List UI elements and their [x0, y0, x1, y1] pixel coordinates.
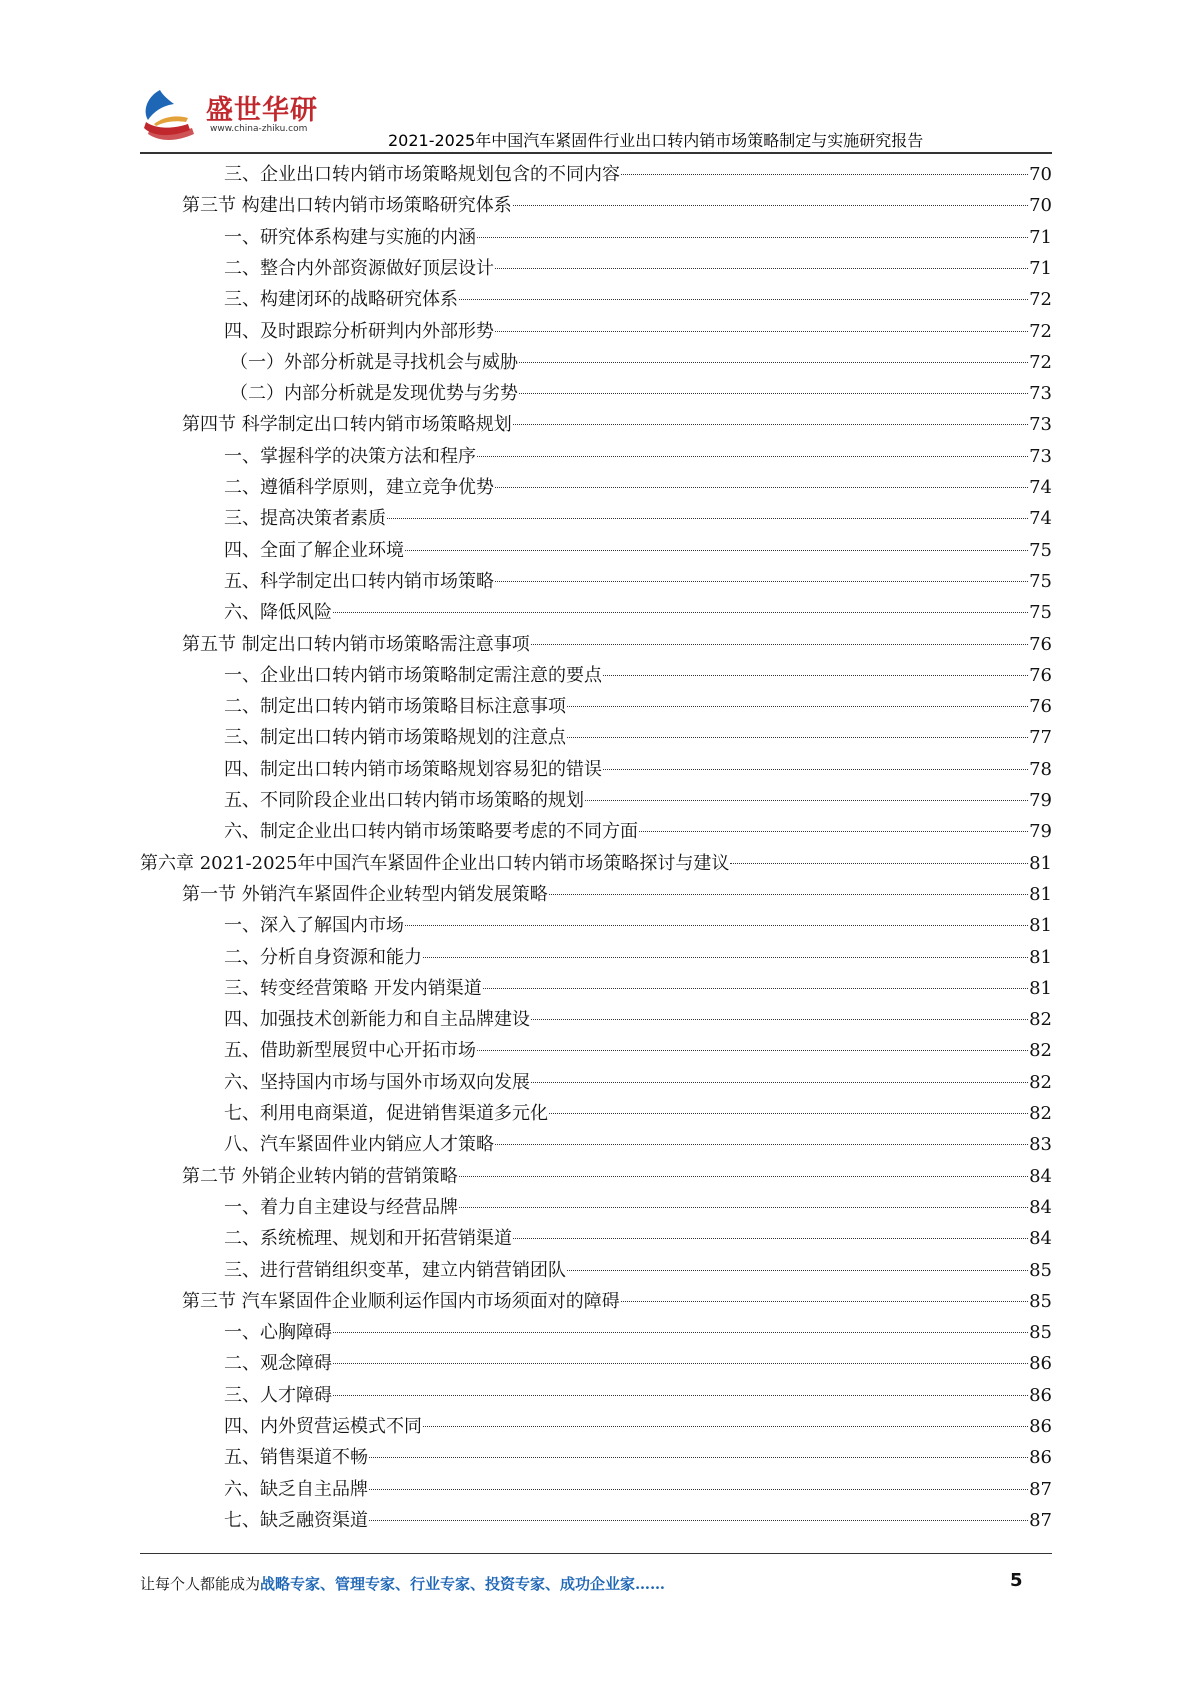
- toc-entry-page: 82: [1029, 1103, 1052, 1124]
- slogan-prefix: 让每个人都能成为: [140, 1575, 261, 1593]
- toc-entry[interactable]: [224, 755, 1052, 785]
- toc-entry[interactable]: [182, 880, 1052, 910]
- toc-leader-dots: [459, 1175, 1028, 1177]
- toc-entry[interactable]: [182, 630, 1052, 660]
- toc-entry-title: 四、全面了解企业环境: [224, 539, 404, 561]
- toc-entry-page: 81: [1029, 883, 1052, 905]
- toc-entry-title: 二、观念障碍: [224, 1353, 332, 1375]
- toc-leader-dots: [405, 924, 1028, 926]
- toc-entry[interactable]: [224, 1130, 1052, 1160]
- toc-entry-page: 72: [1029, 289, 1052, 311]
- toc-entry-page: 74: [1029, 508, 1052, 530]
- toc-entry-title: 五、销售渠道不畅: [224, 1447, 368, 1469]
- toc-leader-dots: [531, 643, 1028, 645]
- slogan-highlight: 战略专家、管理专家、行业专家、投资专家、成功企业家……: [260, 1575, 666, 1593]
- page-number: 5: [1010, 1570, 1023, 1591]
- logo-emblem-icon: [140, 84, 206, 146]
- toc-entry-title: 一、掌握科学的决策方法和程序: [224, 445, 476, 467]
- toc-entry-page: 78: [1029, 758, 1052, 780]
- toc-entry[interactable]: [224, 160, 1052, 190]
- toc-entry-page: 82: [1029, 1009, 1052, 1031]
- toc-entry-page: 86: [1029, 1416, 1052, 1437]
- toc-leader-dots: [333, 1394, 1028, 1396]
- website-url: www.china-zhiku.com: [210, 124, 308, 134]
- toc-entry[interactable]: [224, 1193, 1052, 1223]
- toc-leader-dots: [477, 1049, 1028, 1051]
- toc-entry-title: （一）外部分析就是寻找机会与威胁: [230, 351, 518, 373]
- toc-entry[interactable]: [224, 817, 1052, 847]
- toc-entry-page: 81: [1029, 946, 1052, 968]
- toc-entry[interactable]: [224, 1381, 1052, 1411]
- toc-entry[interactable]: [224, 442, 1052, 472]
- toc-entry-title: 第一节 外销汽车紧固件企业转型内销发展策略: [182, 883, 548, 905]
- toc-entry-title: 第五节 制定出口转内销市场策略需注意事项: [182, 633, 530, 655]
- toc-entry-title: 第六章 2021-2025年中国汽车紧固件企业出口转内销市场策略探讨与建议: [140, 852, 730, 874]
- toc-entry-title: 三、企业出口转内销市场策略规划包含的不同内容: [224, 164, 620, 185]
- toc-entry-page: 76: [1029, 664, 1052, 686]
- toc-entry-page: 86: [1029, 1447, 1052, 1469]
- toc-leader-dots: [387, 517, 1028, 519]
- toc-leader-dots: [495, 267, 1028, 269]
- toc-entry[interactable]: [182, 191, 1052, 221]
- toc-entry-title: 二、系统梳理、规划和开拓营销渠道: [224, 1228, 512, 1250]
- toc-entry-page: 71: [1029, 226, 1052, 248]
- toc-entry-title: 二、遵循科学原则，建立竞争优势: [224, 477, 494, 498]
- toc-entry-title: 一、企业出口转内销市场策略制定需注意的要点: [224, 664, 602, 686]
- toc-entry-page: 87: [1029, 1478, 1052, 1500]
- toc-entry-page: 86: [1029, 1353, 1052, 1375]
- toc-entry-page: 86: [1029, 1384, 1052, 1406]
- toc-entry-page: 84: [1029, 1228, 1052, 1250]
- toc-entry[interactable]: [224, 723, 1052, 753]
- toc-entry-page: 85: [1029, 1322, 1052, 1344]
- toc-leader-dots: [477, 236, 1028, 238]
- toc-entry[interactable]: [224, 692, 1052, 722]
- toc-entry[interactable]: [224, 1036, 1052, 1066]
- toc-leader-dots: [423, 1425, 1028, 1427]
- toc-entry-page: 73: [1029, 445, 1052, 467]
- toc-entry-title: 三、人才障碍: [224, 1384, 332, 1406]
- toc-entry-title: 一、心胸障碍: [224, 1322, 332, 1344]
- toc-entry[interactable]: [224, 1318, 1052, 1348]
- toc-entry[interactable]: [224, 1068, 1052, 1098]
- toc-entry-page: 79: [1029, 790, 1052, 811]
- toc-entry[interactable]: [224, 473, 1052, 503]
- toc-entry-title: 三、制定出口转内销市场策略规划的注意点: [224, 727, 566, 749]
- toc-leader-dots: [369, 1519, 1028, 1521]
- toc-entry[interactable]: [182, 1287, 1052, 1317]
- toc-leader-dots: [405, 549, 1028, 551]
- toc-entry-title: 二、分析自身资源和能力: [224, 946, 422, 968]
- toc-leader-dots: [369, 1456, 1028, 1458]
- toc-entry-title: 四、制定出口转内销市场策略规划容易犯的错误: [224, 758, 602, 780]
- toc-entry-title: 七、利用电商渠道，促进销售渠道多元化: [224, 1103, 548, 1124]
- toc-entry-page: 81: [1029, 915, 1052, 937]
- toc-leader-dots: [531, 1081, 1028, 1083]
- toc-entry-page: 73: [1029, 383, 1052, 405]
- toc-entry-page: 82: [1029, 1071, 1052, 1093]
- toc-entry[interactable]: [224, 536, 1052, 566]
- toc-leader-dots: [513, 423, 1028, 425]
- toc-leader-dots: [621, 1300, 1028, 1302]
- toc-entry-title: 三、转变经营策略 开发内销渠道: [224, 977, 482, 999]
- toc-entry[interactable]: [224, 1443, 1052, 1473]
- toc-entry-title: 四、内外贸营运模式不同: [224, 1416, 422, 1437]
- toc-entry[interactable]: [224, 285, 1052, 315]
- toc-leader-dots: [459, 298, 1028, 300]
- toc-leader-dots: [477, 455, 1028, 457]
- toc-entry[interactable]: [224, 254, 1052, 284]
- toc-entry-title: 三、进行营销组织变革，建立内销营销团队: [224, 1259, 566, 1281]
- toc-entry-page: 85: [1029, 1290, 1052, 1312]
- toc-entry-title: 五、不同阶段企业出口转内销市场策略的规划: [224, 790, 584, 811]
- toc-entry-title: 第三节 汽车紧固件企业顺利运作国内市场须面对的障碍: [182, 1290, 620, 1312]
- toc-leader-dots: [495, 486, 1028, 488]
- toc-entry[interactable]: [224, 1475, 1052, 1505]
- toc-entry-title: 第四节 科学制定出口转内销市场策略规划: [182, 414, 512, 436]
- toc-entry-page: 73: [1029, 414, 1052, 436]
- toc-entry-page: 76: [1029, 696, 1052, 718]
- toc-entry[interactable]: [224, 974, 1052, 1004]
- toc-leader-dots: [603, 768, 1028, 770]
- toc-leader-dots: [549, 1112, 1028, 1114]
- toc-entry[interactable]: [224, 504, 1052, 534]
- toc-entry-page: 75: [1029, 602, 1052, 624]
- toc-entry-title: （二）内部分析就是发现优势与劣势: [230, 383, 518, 405]
- toc-entry[interactable]: [224, 1256, 1052, 1286]
- toc-leader-dots: [519, 392, 1028, 394]
- toc-leader-dots: [369, 1488, 1028, 1490]
- toc-entry-title: 七、缺乏融资渠道: [224, 1509, 368, 1531]
- toc-entry-title: 一、研究体系构建与实施的内涵: [224, 226, 476, 248]
- toc-leader-dots: [495, 1143, 1028, 1145]
- toc-leader-dots: [495, 330, 1028, 332]
- toc-leader-dots: [567, 1269, 1028, 1271]
- toc-entry-title: 二、整合内外部资源做好顶层设计: [224, 257, 494, 279]
- toc-leader-dots: [333, 1331, 1028, 1333]
- toc-leader-dots: [423, 956, 1028, 958]
- toc-leader-dots: [567, 705, 1028, 707]
- brand-logo: [140, 84, 318, 146]
- toc-entry[interactable]: [224, 1224, 1052, 1254]
- toc-entry[interactable]: [224, 1099, 1052, 1129]
- toc-leader-dots: [730, 862, 1028, 864]
- toc-entry-title: 六、制定企业出口转内销市场策略要考虑的不同方面: [224, 821, 638, 843]
- toc-leader-dots: [513, 204, 1028, 206]
- header-divider: [140, 152, 1052, 154]
- toc-leader-dots: [513, 1237, 1028, 1239]
- toc-entry[interactable]: [224, 567, 1052, 597]
- toc-leader-dots: [549, 893, 1028, 895]
- toc-entry-title: 四、及时跟踪分析研判内外部形势: [224, 320, 494, 342]
- toc-entry-page: 72: [1029, 351, 1052, 373]
- toc-entry-page: 81: [1029, 977, 1052, 999]
- toc-entry-page: 74: [1029, 477, 1052, 498]
- toc-leader-dots: [495, 580, 1028, 582]
- toc-entry-page: 81: [1029, 852, 1052, 874]
- toc-entry-page: 76: [1029, 633, 1052, 655]
- toc-entry[interactable]: [224, 1005, 1052, 1035]
- toc-entry-title: 三、构建闭环的战略研究体系: [224, 289, 458, 311]
- toc-leader-dots: [603, 674, 1028, 676]
- toc-entry[interactable]: [182, 410, 1052, 440]
- toc-entry-page: 87: [1029, 1509, 1052, 1531]
- toc-entry[interactable]: [224, 317, 1052, 347]
- toc-entry-page: 79: [1029, 821, 1052, 843]
- toc-entry-title: 一、着力自主建设与经营品牌: [224, 1196, 458, 1218]
- toc-leader-dots: [639, 830, 1028, 832]
- toc-entry[interactable]: [140, 849, 1052, 879]
- toc-entry-page: 77: [1029, 727, 1052, 749]
- toc-entry[interactable]: [224, 1506, 1052, 1536]
- toc-entry-page: 71: [1029, 257, 1052, 279]
- toc-entry-page: 83: [1029, 1134, 1052, 1156]
- toc-leader-dots: [621, 173, 1028, 175]
- toc-entry-title: 四、加强技术创新能力和自主品牌建设: [224, 1009, 530, 1031]
- toc-entry-title: 六、缺乏自主品牌: [224, 1478, 368, 1500]
- toc-entry[interactable]: [230, 348, 1052, 378]
- toc-entry[interactable]: [224, 661, 1052, 691]
- toc-entry-title: 三、提高决策者素质: [224, 508, 386, 530]
- toc-entry-title: 六、降低风险: [224, 602, 332, 624]
- toc-leader-dots: [459, 1206, 1028, 1208]
- toc-entry-page: 84: [1029, 1165, 1052, 1187]
- toc-entry-page: 85: [1029, 1259, 1052, 1281]
- toc-entry[interactable]: [182, 1162, 1052, 1192]
- toc-entry-page: 70: [1029, 164, 1052, 185]
- toc-leader-dots: [531, 1018, 1028, 1020]
- toc-entry-page: 75: [1029, 539, 1052, 561]
- toc-entry[interactable]: [224, 223, 1052, 253]
- toc-leader-dots: [567, 736, 1028, 738]
- toc-entry-page: 84: [1029, 1196, 1052, 1218]
- report-title: 2021-2025年中国汽车紧固件行业出口转内销市场策略制定与实施研究报告: [388, 131, 924, 150]
- toc-leader-dots: [333, 1362, 1028, 1364]
- toc-entry-title: 第二节 外销企业转内销的营销策略: [182, 1165, 458, 1187]
- toc-entry-page: 75: [1029, 570, 1052, 592]
- toc-entry[interactable]: [224, 943, 1052, 973]
- toc-leader-dots: [585, 799, 1028, 801]
- toc-leader-dots: [333, 611, 1028, 613]
- toc-entry[interactable]: [224, 1412, 1052, 1442]
- toc-entry-page: 72: [1029, 320, 1052, 342]
- toc-entry-page: 82: [1029, 1040, 1052, 1062]
- toc-entry-title: 一、深入了解国内市场: [224, 915, 404, 937]
- footer-divider: [140, 1553, 1052, 1554]
- toc-entry[interactable]: [224, 911, 1052, 941]
- toc-leader-dots: [483, 987, 1028, 989]
- toc-entry-title: 第三节 构建出口转内销市场策略研究体系: [182, 195, 512, 217]
- toc-entry[interactable]: [224, 786, 1052, 816]
- toc-entry-title: 六、坚持国内市场与国外市场双向发展: [224, 1071, 530, 1093]
- toc-entry-page: 70: [1029, 195, 1052, 217]
- toc-entry-title: 五、科学制定出口转内销市场策略: [224, 570, 494, 592]
- toc-entry[interactable]: [224, 1349, 1052, 1379]
- toc-entry[interactable]: [230, 379, 1052, 409]
- toc-entry[interactable]: [224, 598, 1052, 628]
- toc-leader-dots: [519, 361, 1028, 363]
- toc-entry-title: 二、制定出口转内销市场策略目标注意事项: [224, 696, 566, 718]
- toc-entry-title: 五、借助新型展贸中心开拓市场: [224, 1040, 476, 1062]
- footer-slogan: [140, 1573, 665, 1594]
- toc-entry-title: 八、汽车紧固件业内销应人才策略: [224, 1134, 494, 1156]
- brand-name: 盛世华研: [206, 95, 318, 126]
